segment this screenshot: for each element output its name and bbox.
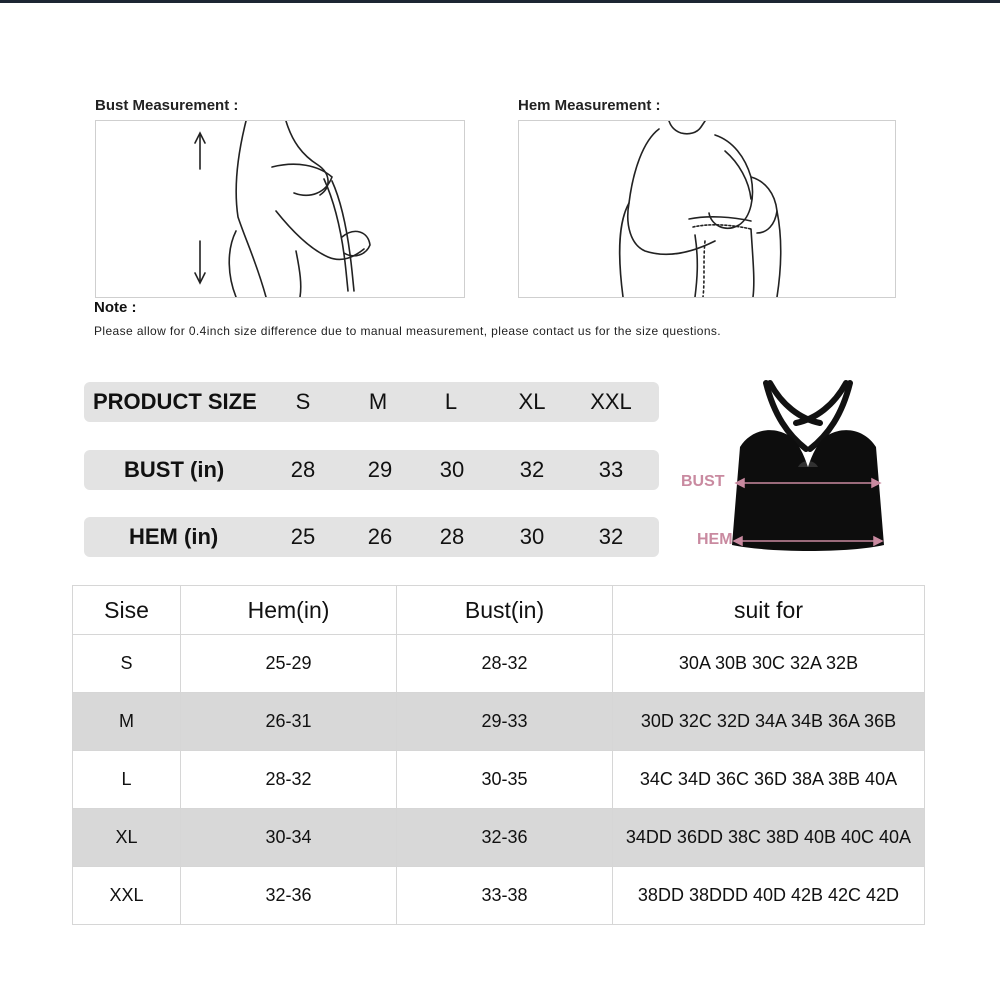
header-suit-for: suit for: [613, 586, 925, 635]
product-size-label: PRODUCT SIZE: [93, 389, 257, 414]
note-text: Please allow for 0.4inch size difference due to manual measurement, please contact us for the size questions.: [94, 324, 722, 338]
size-fit-table: [72, 585, 925, 925]
header-hem: Hem(in): [181, 586, 397, 635]
bra-bust-label: BUST: [681, 473, 725, 490]
table-row: [73, 635, 925, 693]
product-size-row: [84, 382, 659, 422]
hem-cell: 28: [439, 524, 465, 549]
hem-value: 32-36: [181, 867, 397, 925]
bust-measurement-heading: Bust Measurement :: [95, 97, 239, 114]
suit-for-value: 38DD 38DDD 40D 42B 42C 42D: [613, 867, 925, 925]
bust-figure-drawing: [96, 121, 464, 297]
size-value: L: [73, 751, 181, 809]
sports-bra-illustration: [670, 375, 900, 555]
bra-hem-label: HEM: [697, 531, 733, 548]
hem-measurement-illustration: [518, 120, 896, 298]
hem-cell: 26: [367, 524, 393, 549]
suit-for-value: 30D 32C 32D 34A 34B 36A 36B: [613, 693, 925, 751]
bust-value: 30-35: [397, 751, 613, 809]
bust-cell: 30: [439, 457, 465, 482]
sports-bra-icon: [670, 375, 900, 555]
table-row: [73, 751, 925, 809]
size-value: XL: [73, 809, 181, 867]
header-bust: Bust(in): [397, 586, 613, 635]
bust-cell: 33: [598, 457, 624, 482]
bust-cell: 28: [290, 457, 316, 482]
size-cell: M: [368, 389, 388, 414]
hem-value: 28-32: [181, 751, 397, 809]
bust-size-label: BUST (in): [124, 457, 225, 482]
bust-size-row: [84, 450, 659, 490]
hem-value: 30-34: [181, 809, 397, 867]
header-size: Sise: [73, 586, 181, 635]
note-title: Note :: [94, 299, 137, 316]
table-header-row: [73, 586, 925, 635]
size-cell: XL: [518, 389, 546, 414]
hem-size-label: HEM (in): [129, 524, 219, 549]
table-row: [73, 693, 925, 751]
table-row: [73, 867, 925, 925]
hem-value: 26-31: [181, 693, 397, 751]
hem-figure-drawing: [519, 121, 895, 297]
hem-cell: 25: [290, 524, 316, 549]
hem-value: 25-29: [181, 635, 397, 693]
hem-cell: 32: [598, 524, 624, 549]
size-cell: XXL: [590, 389, 632, 414]
suit-for-value: 34DD 36DD 38C 38D 40B 40C 40A: [613, 809, 925, 867]
bust-value: 28-32: [397, 635, 613, 693]
hem-cell: 30: [519, 524, 545, 549]
bust-cell: 29: [367, 457, 393, 482]
hem-size-row: [84, 517, 659, 557]
size-value: XXL: [73, 867, 181, 925]
top-border: [0, 0, 1000, 3]
suit-for-value: 34C 34D 36C 36D 38A 38B 40A: [613, 751, 925, 809]
bust-measurement-illustration: [95, 120, 465, 298]
bust-cell: 32: [519, 457, 545, 482]
size-value: M: [73, 693, 181, 751]
bust-value: 29-33: [397, 693, 613, 751]
suit-for-value: 30A 30B 30C 32A 32B: [613, 635, 925, 693]
size-cell: S: [295, 389, 311, 414]
bust-value: 33-38: [397, 867, 613, 925]
bust-value: 32-36: [397, 809, 613, 867]
size-cell: L: [444, 389, 458, 414]
table-row: [73, 809, 925, 867]
hem-measurement-heading: Hem Measurement :: [518, 97, 661, 114]
size-value: S: [73, 635, 181, 693]
